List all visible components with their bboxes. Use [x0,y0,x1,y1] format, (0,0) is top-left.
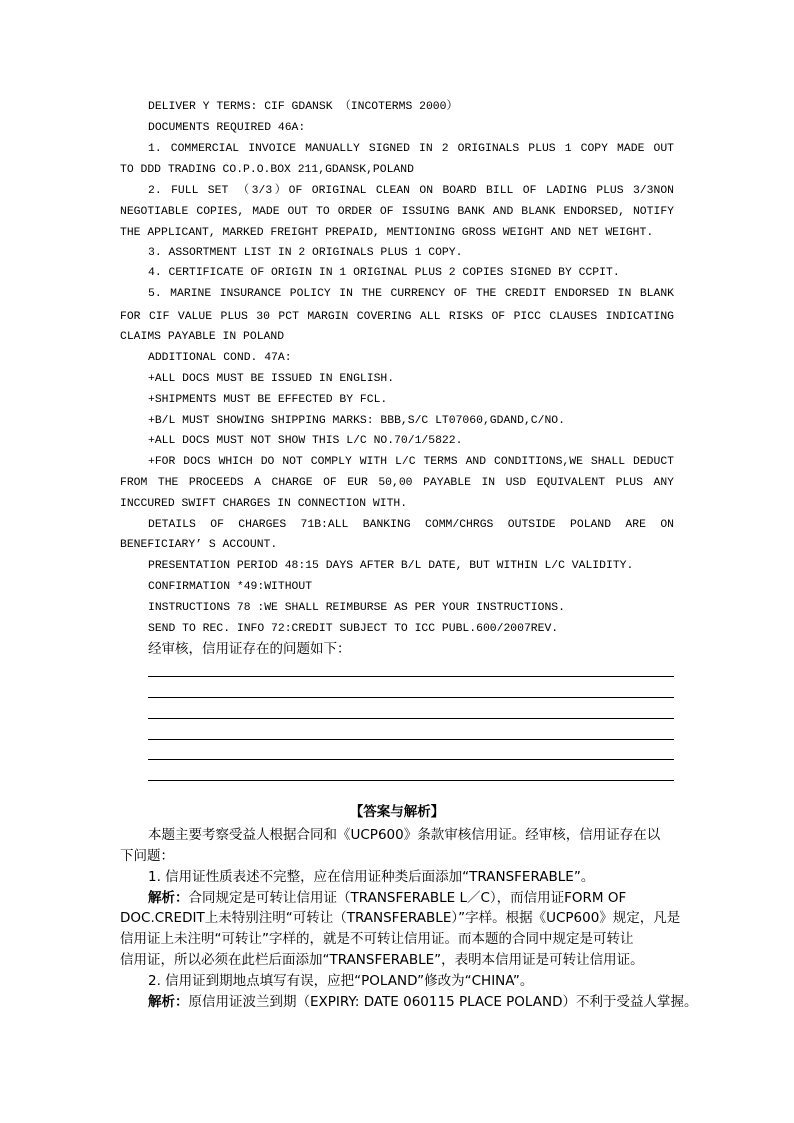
doc-5-line-1: 5. MARINE INSURANCE POLICY IN THE CURRENCY OF THE CREDIT ENDORSED IN BLANK [148,288,674,300]
doc-3-line: 3. ASSORTMENT LIST IN 2 ORIGINALS PLUS 1 COPY. [148,247,463,259]
documents-required-label: DOCUMENTS REQUIRED 46A: [148,122,306,134]
doc-1-line-1: 1. COMMERCIAL INVOICE MANUALLY SIGNED IN 2 ORIGINALS PLUS 1 COPY MADE OUT [148,143,674,155]
cond-charge-line-1: +FOR DOCS WHICH DO NOT COMPLY WITH L/C TERMS AND CONDITIONS,WE SHALL DEDUCT [148,456,674,468]
doc-2-line-2: NEGOTIABLE COPIES, MADE OUT TO ORDER OF ISSUING BANK AND BLANK ENDORSED, NOTIFY [120,206,674,218]
explanation-2-text: 原信用证波兰到期（EXPIRY: DATE 060115 PLACE POLAND）不利于受益人掌握。 [188,994,698,1010]
cond-english: +ALL DOCS MUST BE ISSUED IN ENGLISH. [148,373,395,385]
details-of-charges-line-1: DETAILS OF CHARGES 71B:ALL BANKING COMM/CHRGS OUTSIDE POLAND ARE ON [148,519,674,531]
cond-shipping-marks: +B/L MUST SHOWING SHIPPING MARKS: BBB,S/C LT07060,GDAND,C/NO. [148,415,565,427]
explanation-2-line [148,992,698,1013]
presentation-period: PRESENTATION PERIOD 48:15 DAYS AFTER B/L DATE, BUT WITHIN L/C VALIDITY. [148,560,634,572]
cond-fcl: +SHIPMENTS MUST BE EFFECTED BY FCL. [148,394,388,406]
answer-blank-line [148,718,674,719]
delivery-terms: DELIVER Y TERMS: CIF GDANSK （INCOTERMS 2000） [148,101,458,113]
answer-item-1: 1. 信用证性质表述不完整，应在信用证种类后面添加“TRANSFERABLE”。 [148,869,595,885]
answer-blank-line [148,676,674,677]
doc-2-line-1: 2. FULL SET （3/3）OF ORIGINAL CLEAN ON BOARD BILL OF LADING PLUS 3/3NON [148,185,674,197]
cond-lc-no: +ALL DOCS MUST NOT SHOW THIS L/C NO.70/1/5822. [148,435,463,447]
answer-blank-line [148,780,674,781]
doc-5-line-3: CLAIMS PAYABLE IN POLAND [120,331,285,343]
explanation-1-line-4: 信用证，所以必须在此栏后面添加“TRANSFERABLE”，表明本信用证是可转让信用证。 [120,952,644,968]
explanation-label: 解析： [148,890,189,906]
explanation-1-text: 合同规定是可转让信用证（TRANSFERABLE L／C），而信用证FORM OF [188,890,627,906]
answer-heading: 【答案与解析】 [349,804,445,820]
answer-intro-line-1: 本题主要考察受益人根据合同和《UCP600》条款审核信用证。经审核，信用证存在以 [148,827,661,843]
additional-cond-label: ADDITIONAL COND. 47A: [148,352,292,364]
answer-blank-line [148,697,674,698]
explanation-1-line-2: DOC.CREDIT上未特别注明“可转让（TRANSFERABLE）”字样。根据《UCP600》规定，凡是 [120,910,681,926]
doc-2-line-3: THE APPLICANT, MARKED FREIGHT PREPAID, MENTIONING GROSS WEIGHT AND NET WEIGHT. [120,227,654,239]
answer-blank-line [148,739,674,740]
explanation-label: 解析： [148,994,189,1010]
doc-5-line-2: FOR CIF VALUE PLUS 30 PCT MARGIN COVERING ALL RISKS OF PICC CLAUSES INDICATING [120,311,674,323]
instructions: INSTRUCTIONS 78 :WE SHALL REIMBURSE AS PER YOUR INSTRUCTIONS. [148,602,565,614]
send-to-rec-info: SEND TO REC. INFO 72:CREDIT SUBJECT TO ICC PUBL.600/2007REV. [148,623,559,635]
answer-intro-line-2: 下问题： [120,848,174,864]
explanation-1-line-3: 信用证上未注明“可转让”字样的，就是不可转让信用证。而本题的合同中规定是可转让 [120,931,634,947]
doc-4-line: 4. CERTIFICATE OF ORIGIN IN 1 ORIGINAL PLUS 2 COPIES SIGNED BY CCPIT. [148,267,620,279]
cond-charge-line-2: FROM THE PROCEEDS A CHARGE OF EUR 50,00 PAYABLE IN USD EQUIVALENT PLUS ANY [120,477,674,489]
confirmation: CONFIRMATION *49:WITHOUT [148,581,313,593]
cond-charge-line-3: INCCURED SWIFT CHARGES IN CONNECTION WITH. [120,498,408,510]
answer-blank-line [148,759,674,760]
question-prompt: 经审核，信用证存在的问题如下： [148,641,351,657]
doc-1-line-2: TO DDD TRADING CO.P.O.BOX 211,GDANSK,POLAND [120,164,414,176]
answer-item-2: 2. 信用证到期地点填写有误，应把“POLAND”修改为“CHINA”。 [148,973,534,989]
details-of-charges-line-2: BENEFICIARY’ S ACCOUNT. [120,539,278,551]
explanation-1-line-1 [148,888,674,909]
